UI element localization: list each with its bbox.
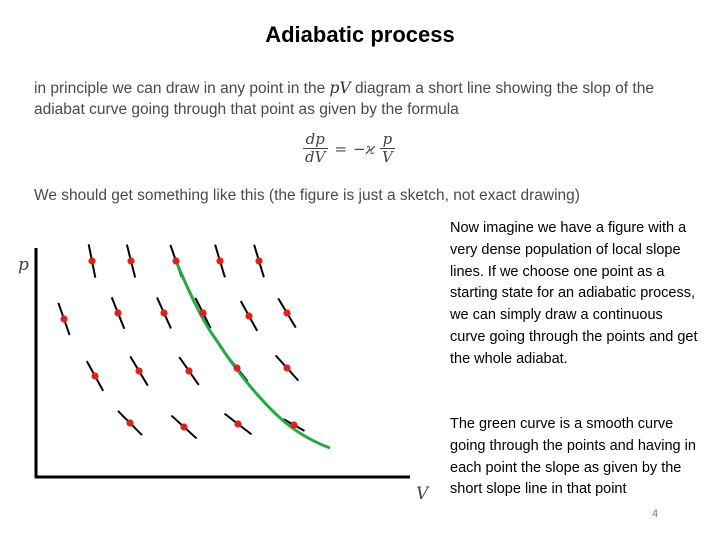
state-point xyxy=(114,309,121,316)
state-point xyxy=(290,421,297,428)
formula-kappa: ϰ xyxy=(365,139,375,158)
x-axis-label: V xyxy=(416,484,429,504)
intro-math-pv: pV xyxy=(329,79,351,97)
state-point xyxy=(234,420,241,427)
side-text-2: The green curve is a smooth curve going through the points and having in each point the slope as given by the short slope line in that point xyxy=(450,416,696,498)
state-point xyxy=(199,309,206,316)
sketch-note: We should get something like this (the figure is just a sketch, not exact drawing) xyxy=(34,187,580,204)
side-text-1: Now imagine we have a figure with a very dense population of local slope lines. If we choose one point as a starting state for an adiabatic process, we can simply draw a continuous curve going through the points and get the whole adiabat. xyxy=(450,220,698,367)
state-point xyxy=(233,364,240,371)
formula-lhs-numerator: dp xyxy=(303,131,328,149)
state-point xyxy=(216,257,223,264)
state-point xyxy=(88,257,95,264)
state-point xyxy=(283,309,290,316)
formula-equals-sign: = xyxy=(334,139,348,158)
state-point xyxy=(160,309,167,316)
state-point xyxy=(91,372,98,379)
state-point xyxy=(283,364,290,371)
points-group xyxy=(60,257,297,430)
state-point xyxy=(245,312,252,319)
state-point xyxy=(180,423,187,430)
slide-title: Adiabatic process xyxy=(265,22,455,47)
state-point xyxy=(255,257,262,264)
formula-rhs-numerator: p xyxy=(380,131,396,149)
state-point xyxy=(172,257,179,264)
formula-rhs-denominator: V xyxy=(381,148,393,166)
state-point xyxy=(127,257,134,264)
formula-lhs-denominator: dV xyxy=(305,148,326,166)
formula-minus-sign: − xyxy=(353,139,366,158)
adiabat-curve xyxy=(176,261,330,448)
state-point xyxy=(126,419,133,426)
state-point xyxy=(135,367,142,374)
intro-text-part1: in principle we can draw in any point in the xyxy=(34,80,330,97)
state-point xyxy=(60,315,67,322)
y-axis-label: p xyxy=(18,255,29,275)
state-point xyxy=(185,367,192,374)
intro-text-part2: diagram a short line showing the slop of the adiabat curve going through that point as given by the formula xyxy=(34,80,654,118)
page-number: 4 xyxy=(652,508,659,520)
